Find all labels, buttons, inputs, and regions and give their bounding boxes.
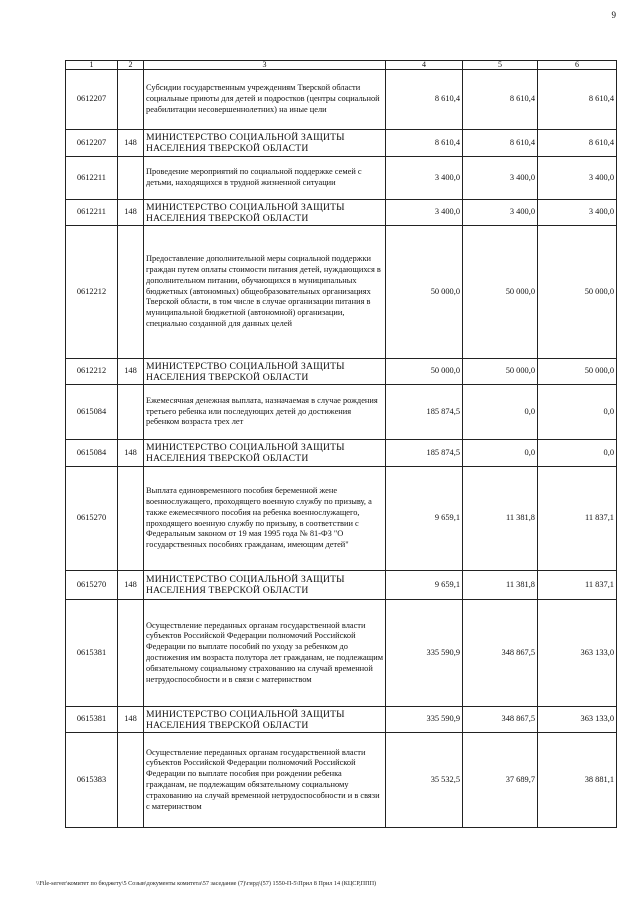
description-cell: МИНИСТЕРСТВО СОЦИАЛЬНОЙ ЗАЩИТЫ НАСЕЛЕНИЯ ТВЕРСКОЙ ОБЛАСТИ [144,359,386,385]
amount-col6-cell: 0,0 [538,440,617,467]
amount-col5-cell: 11 381,8 [463,571,538,600]
amount-col6-cell: 8 610,4 [538,70,617,130]
description-cell: МИНИСТЕРСТВО СОЦИАЛЬНОЙ ЗАЩИТЫ НАСЕЛЕНИЯ ТВЕРСКОЙ ОБЛАСТИ [144,440,386,467]
header-cell: 4 [386,61,463,70]
amount-col4-cell: 185 874,5 [386,440,463,467]
description-cell: Проведение мероприятий по социальной поддержке семей с детьми, находящихся в трудной жизненной ситуации [144,157,386,200]
ministry-code-cell [118,70,144,130]
target-code-cell: 0612211 [66,157,118,200]
amount-col5-cell: 37 689,7 [463,733,538,828]
ministry-code-cell: 148 [118,200,144,226]
table-header-row [66,61,617,70]
target-code-cell: 0615084 [66,385,118,440]
header-cell: 5 [463,61,538,70]
amount-col4-cell: 8 610,4 [386,70,463,130]
amount-col5-cell: 11 381,8 [463,467,538,571]
file-path-footer: \\File-server\комитет по бюджету\5 Созыв\документы комитета\57 заседание (7)\гирд\(57) 1550-П-5\Прил 8 Прил 14 (КЦСР,ППП) [36,880,377,887]
ministry-code-cell [118,226,144,359]
table-row [66,157,617,200]
table-row [66,130,617,157]
budget-table [65,60,617,828]
ministry-code-cell: 148 [118,130,144,157]
amount-col6-cell: 363 133,0 [538,600,617,707]
description-cell: Выплата единовременного пособия беременной жене военнослужащего, проходящего военную службу по призыву, а также ежемесячного пособия на ребенка военнослужащего, проходящего военную службу по призыву, в соответствии с Федеральным законом от 19 мая 1995 года № 81-ФЗ "О государственных пособиях гражданам, имеющим детей" [144,467,386,571]
header-cell: 1 [66,61,118,70]
amount-col6-cell: 38 881,1 [538,733,617,828]
description-cell: МИНИСТЕРСТВО СОЦИАЛЬНОЙ ЗАЩИТЫ НАСЕЛЕНИЯ ТВЕРСКОЙ ОБЛАСТИ [144,130,386,157]
description-cell: Ежемесячная денежная выплата, назначаемая в случае рождения третьего ребенка или последующих детей до достижения ребенком возраста трех лет [144,385,386,440]
target-code-cell: 0612207 [66,130,118,157]
amount-col6-cell: 50 000,0 [538,226,617,359]
page-number: 9 [611,10,616,20]
target-code-cell: 0612212 [66,359,118,385]
amount-col6-cell: 363 133,0 [538,707,617,733]
target-code-cell: 0615270 [66,571,118,600]
amount-col4-cell: 9 659,1 [386,571,463,600]
table-row [66,359,617,385]
amount-col5-cell: 8 610,4 [463,130,538,157]
amount-col5-cell: 0,0 [463,440,538,467]
ministry-code-cell: 148 [118,440,144,467]
ministry-code-cell [118,385,144,440]
ministry-code-cell [118,733,144,828]
ministry-code-cell [118,157,144,200]
amount-col5-cell: 50 000,0 [463,359,538,385]
table-row [66,385,617,440]
target-code-cell: 0615381 [66,707,118,733]
amount-col6-cell: 11 837,1 [538,467,617,571]
table-row [66,733,617,828]
amount-col5-cell: 8 610,4 [463,70,538,130]
target-code-cell: 0615270 [66,467,118,571]
target-code-cell: 0612211 [66,200,118,226]
amount-col6-cell: 0,0 [538,385,617,440]
amount-col6-cell: 11 837,1 [538,571,617,600]
amount-col5-cell: 3 400,0 [463,200,538,226]
header-cell: 6 [538,61,617,70]
description-cell: МИНИСТЕРСТВО СОЦИАЛЬНОЙ ЗАЩИТЫ НАСЕЛЕНИЯ ТВЕРСКОЙ ОБЛАСТИ [144,707,386,733]
amount-col6-cell: 3 400,0 [538,157,617,200]
target-code-cell: 0615381 [66,600,118,707]
target-code-cell: 0615084 [66,440,118,467]
table-row [66,440,617,467]
header-cell: 2 [118,61,144,70]
header-cell: 3 [144,61,386,70]
description-cell: МИНИСТЕРСТВО СОЦИАЛЬНОЙ ЗАЩИТЫ НАСЕЛЕНИЯ ТВЕРСКОЙ ОБЛАСТИ [144,200,386,226]
amount-col4-cell: 35 532,5 [386,733,463,828]
ministry-code-cell [118,600,144,707]
amount-col5-cell: 348 867,5 [463,600,538,707]
amount-col5-cell: 50 000,0 [463,226,538,359]
amount-col4-cell: 3 400,0 [386,157,463,200]
amount-col4-cell: 185 874,5 [386,385,463,440]
amount-col4-cell: 3 400,0 [386,200,463,226]
amount-col5-cell: 0,0 [463,385,538,440]
table-row [66,70,617,130]
table-row [66,200,617,226]
amount-col4-cell: 335 590,9 [386,707,463,733]
table-row [66,226,617,359]
amount-col4-cell: 50 000,0 [386,226,463,359]
description-cell: Предоставление дополнительной меры социальной поддержки граждан путем оплаты стоимости питания детей, нуждающихся в дополнительном питании, обучающихся в муниципальных бюджетных (автономных) общеобразовательных организациях Тверской области, в том числе в случае организации питания в муниципальной бюджетной (автономной) организации, специально созданной для данных целей [144,226,386,359]
table-row [66,600,617,707]
amount-col4-cell: 50 000,0 [386,359,463,385]
table-row [66,707,617,733]
description-cell: Осуществление переданных органам государственной власти субъектов Российской Федерации полномочий Российской Федерации по выплате пособия при рождении ребенка гражданам, не подлежащим обязательному социальному страхованию на случай временной нетрудоспособности и в связи с материнством [144,733,386,828]
ministry-code-cell: 148 [118,707,144,733]
amount-col6-cell: 3 400,0 [538,200,617,226]
table-row [66,467,617,571]
amount-col6-cell: 8 610,4 [538,130,617,157]
amount-col4-cell: 9 659,1 [386,467,463,571]
target-code-cell: 0612212 [66,226,118,359]
ministry-code-cell: 148 [118,359,144,385]
amount-col6-cell: 50 000,0 [538,359,617,385]
amount-col4-cell: 335 590,9 [386,600,463,707]
ministry-code-cell [118,467,144,571]
description-cell: Осуществление переданных органам государственной власти субъектов Российской Федерации полномочий Российской Федерации по выплате пособий по уходу за ребенком до достижения им возраста полутора лет гражданам, не подлежащим обязательному социальному страхованию на случай временной нетрудоспособности и в связи с материнством [144,600,386,707]
amount-col5-cell: 348 867,5 [463,707,538,733]
description-cell: Субсидии государственным учреждениям Тверской области социальные приюты для детей и подростков (центры социальной реабилитации несовершеннолетних) на иные цели [144,70,386,130]
table-row [66,571,617,600]
amount-col5-cell: 3 400,0 [463,157,538,200]
description-cell: МИНИСТЕРСТВО СОЦИАЛЬНОЙ ЗАЩИТЫ НАСЕЛЕНИЯ ТВЕРСКОЙ ОБЛАСТИ [144,571,386,600]
target-code-cell: 0615383 [66,733,118,828]
target-code-cell: 0612207 [66,70,118,130]
ministry-code-cell: 148 [118,571,144,600]
amount-col4-cell: 8 610,4 [386,130,463,157]
